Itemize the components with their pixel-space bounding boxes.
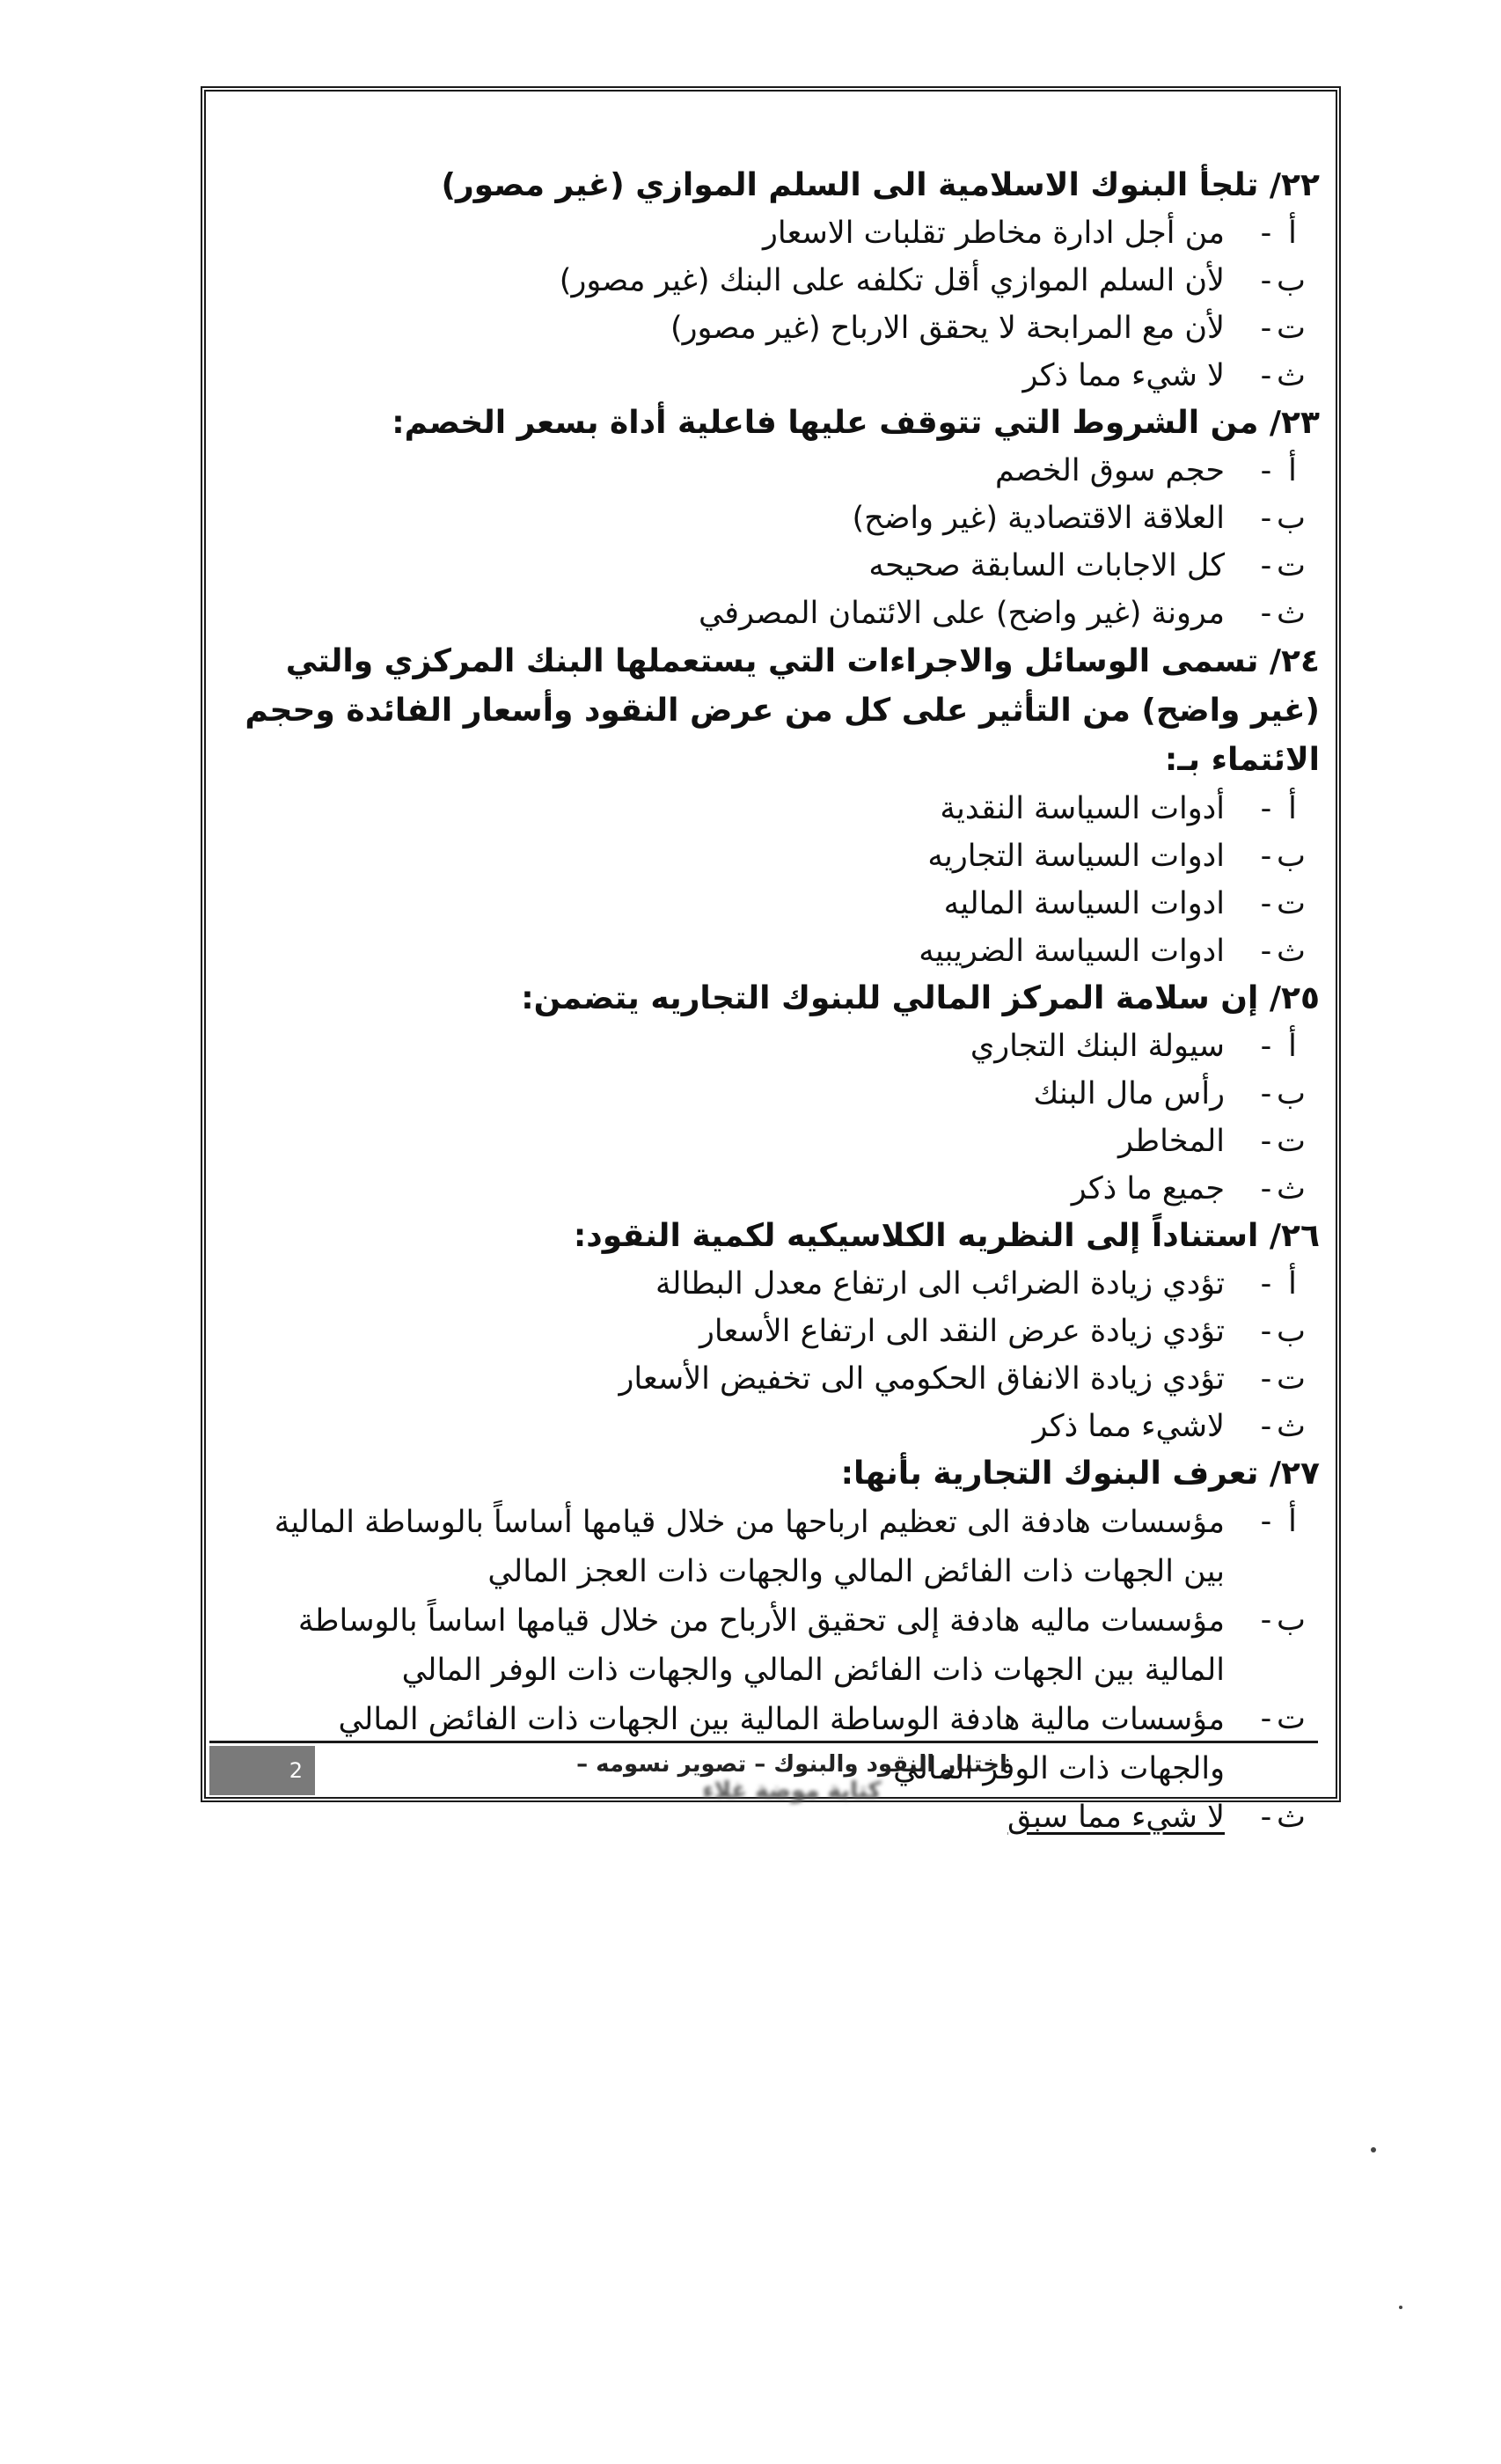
answer-option: أ - سيولة البنك التجاري [229,1023,1320,1070]
scan-speck [1399,2306,1402,2309]
option-text: ادوات السياسة التجاريه [927,839,1225,874]
option-text: مؤسسات ماليه هادفة إلى تحقيق الأرباح من خلال قيامها اساساً بالوساطة المالية بين الجهات ذات الفائض المالي والجهات ذات الوفر المالي [297,1603,1225,1688]
answer-option: أ - أدوات السياسة النقدية [229,785,1320,832]
answer-option: ت - ادوات السياسة الماليه [229,880,1320,928]
question-text: ٢٧/ تعرف البنوك التجارية بأنها: [840,1456,1320,1492]
option-text: تؤدي زيادة الضرائب الى ارتفاع معدل البطالة [655,1266,1225,1302]
footer-caption [510,1751,1073,1804]
option-letter: ت [1277,1361,1306,1397]
option-text: من أجل ادارة مخاطر تقلبات الاسعار [763,216,1225,251]
option-letter: أ [1288,1029,1297,1064]
option-text: لاشيء مما ذكر [1032,1409,1225,1444]
option-letter: ت [1277,311,1306,346]
answer-option: ث - لاشيء مما ذكر [229,1403,1320,1450]
footer-title: اختبار النقود والبنوك – تصوير نسومه – [576,1751,1007,1778]
answer-option: ب - ادوات السياسة التجاريه [229,832,1320,880]
answer-option: ب - لأن السلم الموازي أقل تكلفه على البنك (غير مصور) [229,257,1320,304]
option-text: لأن مع المرابحة لا يحقق الارباح (غير مصور) [670,311,1225,346]
question-text: ٢٦/ استناداً إلى النظريه الكلاسيكيه لكمية النقود: [573,1218,1320,1254]
option-letter: ث [1277,1800,1306,1835]
option-text: أدوات السياسة النقدية [940,791,1225,826]
option-letter: أ [1288,216,1297,251]
option-letter: ت [1277,1124,1306,1159]
question-block [229,1213,1320,1450]
answer-option: ت - لأن مع المرابحة لا يحقق الارباح (غير مصور) [229,304,1320,352]
option-text: المخاطر [1117,1124,1225,1159]
option-letter: ب [1277,501,1306,536]
page-number: 2 [289,1758,303,1783]
option-letter: ت [1277,548,1306,583]
option-letter: ب [1277,263,1306,298]
answer-option: أ - من أجل ادارة مخاطر تقلبات الاسعار [229,209,1320,257]
option-text: رأس مال البنك [1033,1076,1225,1111]
question-text: ٢٥/ إن سلامة المركز المالي للبنوك التجاريه يتضمن: [521,980,1320,1016]
option-text: مرونة (غير واضح) على الائتمان المصرفي [699,596,1225,631]
question-text: ٢٢/ تلجأ البنوك الاسلامية الى السلم الموازي (غير مصور) [441,167,1320,203]
option-text: العلاقة الاقتصادية (غير واضح) [852,501,1225,536]
option-letter: أ [1288,1504,1297,1539]
option-text: كل الاجابات السابقة صحيحه [868,548,1225,583]
option-letter: ث [1277,934,1306,969]
option-text: تؤدي زيادة عرض النقد الى ارتفاع الأسعار [699,1314,1225,1349]
option-letter: ت [1277,1701,1306,1736]
answer-option: ت - تؤدي زيادة الانفاق الحكومي الى تخفيض الأسعار [229,1355,1320,1403]
answer-option: أ - مؤسسات هادفة الى تعظيم ارباحها من خلال قيامها أساساً بالوساطة المالية بين الجهات ذات الفائض المالي والجهات ذات العجز المالي [229,1498,1320,1596]
answer-option: ت - كل الاجابات السابقة صحيحه [229,542,1320,590]
answer-option: ث - جميع ما ذكر [229,1165,1320,1213]
option-text: لا شيء مما ذكر [1022,358,1225,393]
question-text: ٢٤/ تسمى الوسائل والاجراءات التي يستعملها البنك المركزي والتي (غير واضح) من التأثير على كل من عرض النقود وأسعار الفائدة وحجم الائتماء بـ: [245,643,1320,778]
option-text: لا شيء مما سبق [1007,1800,1225,1835]
answer-option: أ - تؤدي زيادة الضرائب الى ارتفاع معدل البطالة [229,1260,1320,1308]
option-text: سيولة البنك التجاري [970,1029,1225,1064]
option-letter: ت [1277,886,1306,921]
footer-divider [209,1741,1318,1743]
page-number-box [209,1746,315,1795]
answer-option: ب - العلاقة الاقتصادية (غير واضح) [229,495,1320,542]
question-block [229,975,1320,1213]
option-text: جميع ما ذكر [1071,1171,1225,1206]
scan-speck [1371,2147,1376,2152]
question-block [229,400,1320,637]
answer-option: ب - تؤدي زيادة عرض النقد الى ارتفاع الأسعار [229,1308,1320,1355]
answer-option: ث - مرونة (غير واضح) على الائتمان المصرفي [229,590,1320,637]
answer-option: ث - لا شيء مما ذكر [229,352,1320,400]
option-letter: أ [1288,791,1297,826]
answer-option: أ - حجم سوق الخصم [229,447,1320,495]
option-letter: ب [1277,839,1306,874]
option-letter: ث [1277,1171,1306,1206]
option-letter: ث [1277,358,1306,393]
option-text: مؤسسات مالية هادفة الوساطة المالية بين الجهات ذات الفائض المالي والجهات ذات الوفر المالي [338,1702,1225,1786]
option-letter: أ [1288,1266,1297,1302]
option-letter: ث [1277,1409,1306,1444]
question-block [229,162,1320,400]
option-text: حجم سوق الخصم [995,453,1225,488]
option-text: ادوات السياسة الماليه [943,886,1225,921]
option-text: لأن السلم الموازي أقل تكلفه على البنك (غير مصور) [559,263,1225,298]
answer-option: ت - المخاطر [229,1118,1320,1165]
question-text: ٢٣/ من الشروط التي تتوقف عليها فاعلية أداة بسعر الخصم: [392,405,1320,441]
option-letter: ث [1277,596,1306,631]
option-text: ادوات السياسة الضريبيه [919,934,1225,969]
option-text: تؤدي زيادة الانفاق الحكومي الى تخفيض الأسعار [619,1361,1225,1397]
footer-obscured-text: كتابة موضة غلاء [702,1778,882,1804]
answer-option: ت - مؤسسات مالية هادفة الوساطة المالية بين الجهات ذات الفائض المالي والجهات ذات الوفر المالي [229,1695,1320,1793]
option-letter: ب [1277,1602,1306,1638]
option-text: مؤسسات هادفة الى تعظيم ارباحها من خلال قيامها أساساً بالوساطة المالية بين الجهات ذات الفائض المالي والجهات ذات العجز المالي [274,1505,1225,1589]
answer-option: ب - رأس مال البنك [229,1070,1320,1118]
option-letter: ب [1277,1314,1306,1349]
question-block [229,637,1320,975]
answer-option: ث - لا شيء مما سبق [229,1793,1320,1841]
option-letter: ب [1277,1076,1306,1111]
answer-option: ث - ادوات السياسة الضريبيه [229,928,1320,975]
exam-content [229,162,1320,1841]
option-letter: أ [1288,453,1297,488]
answer-option: ب - مؤسسات ماليه هادفة إلى تحقيق الأرباح من خلال قيامها اساساً بالوساطة المالية بين الجهات ذات الفائض المالي والجهات ذات الوفر المالي [229,1596,1320,1695]
